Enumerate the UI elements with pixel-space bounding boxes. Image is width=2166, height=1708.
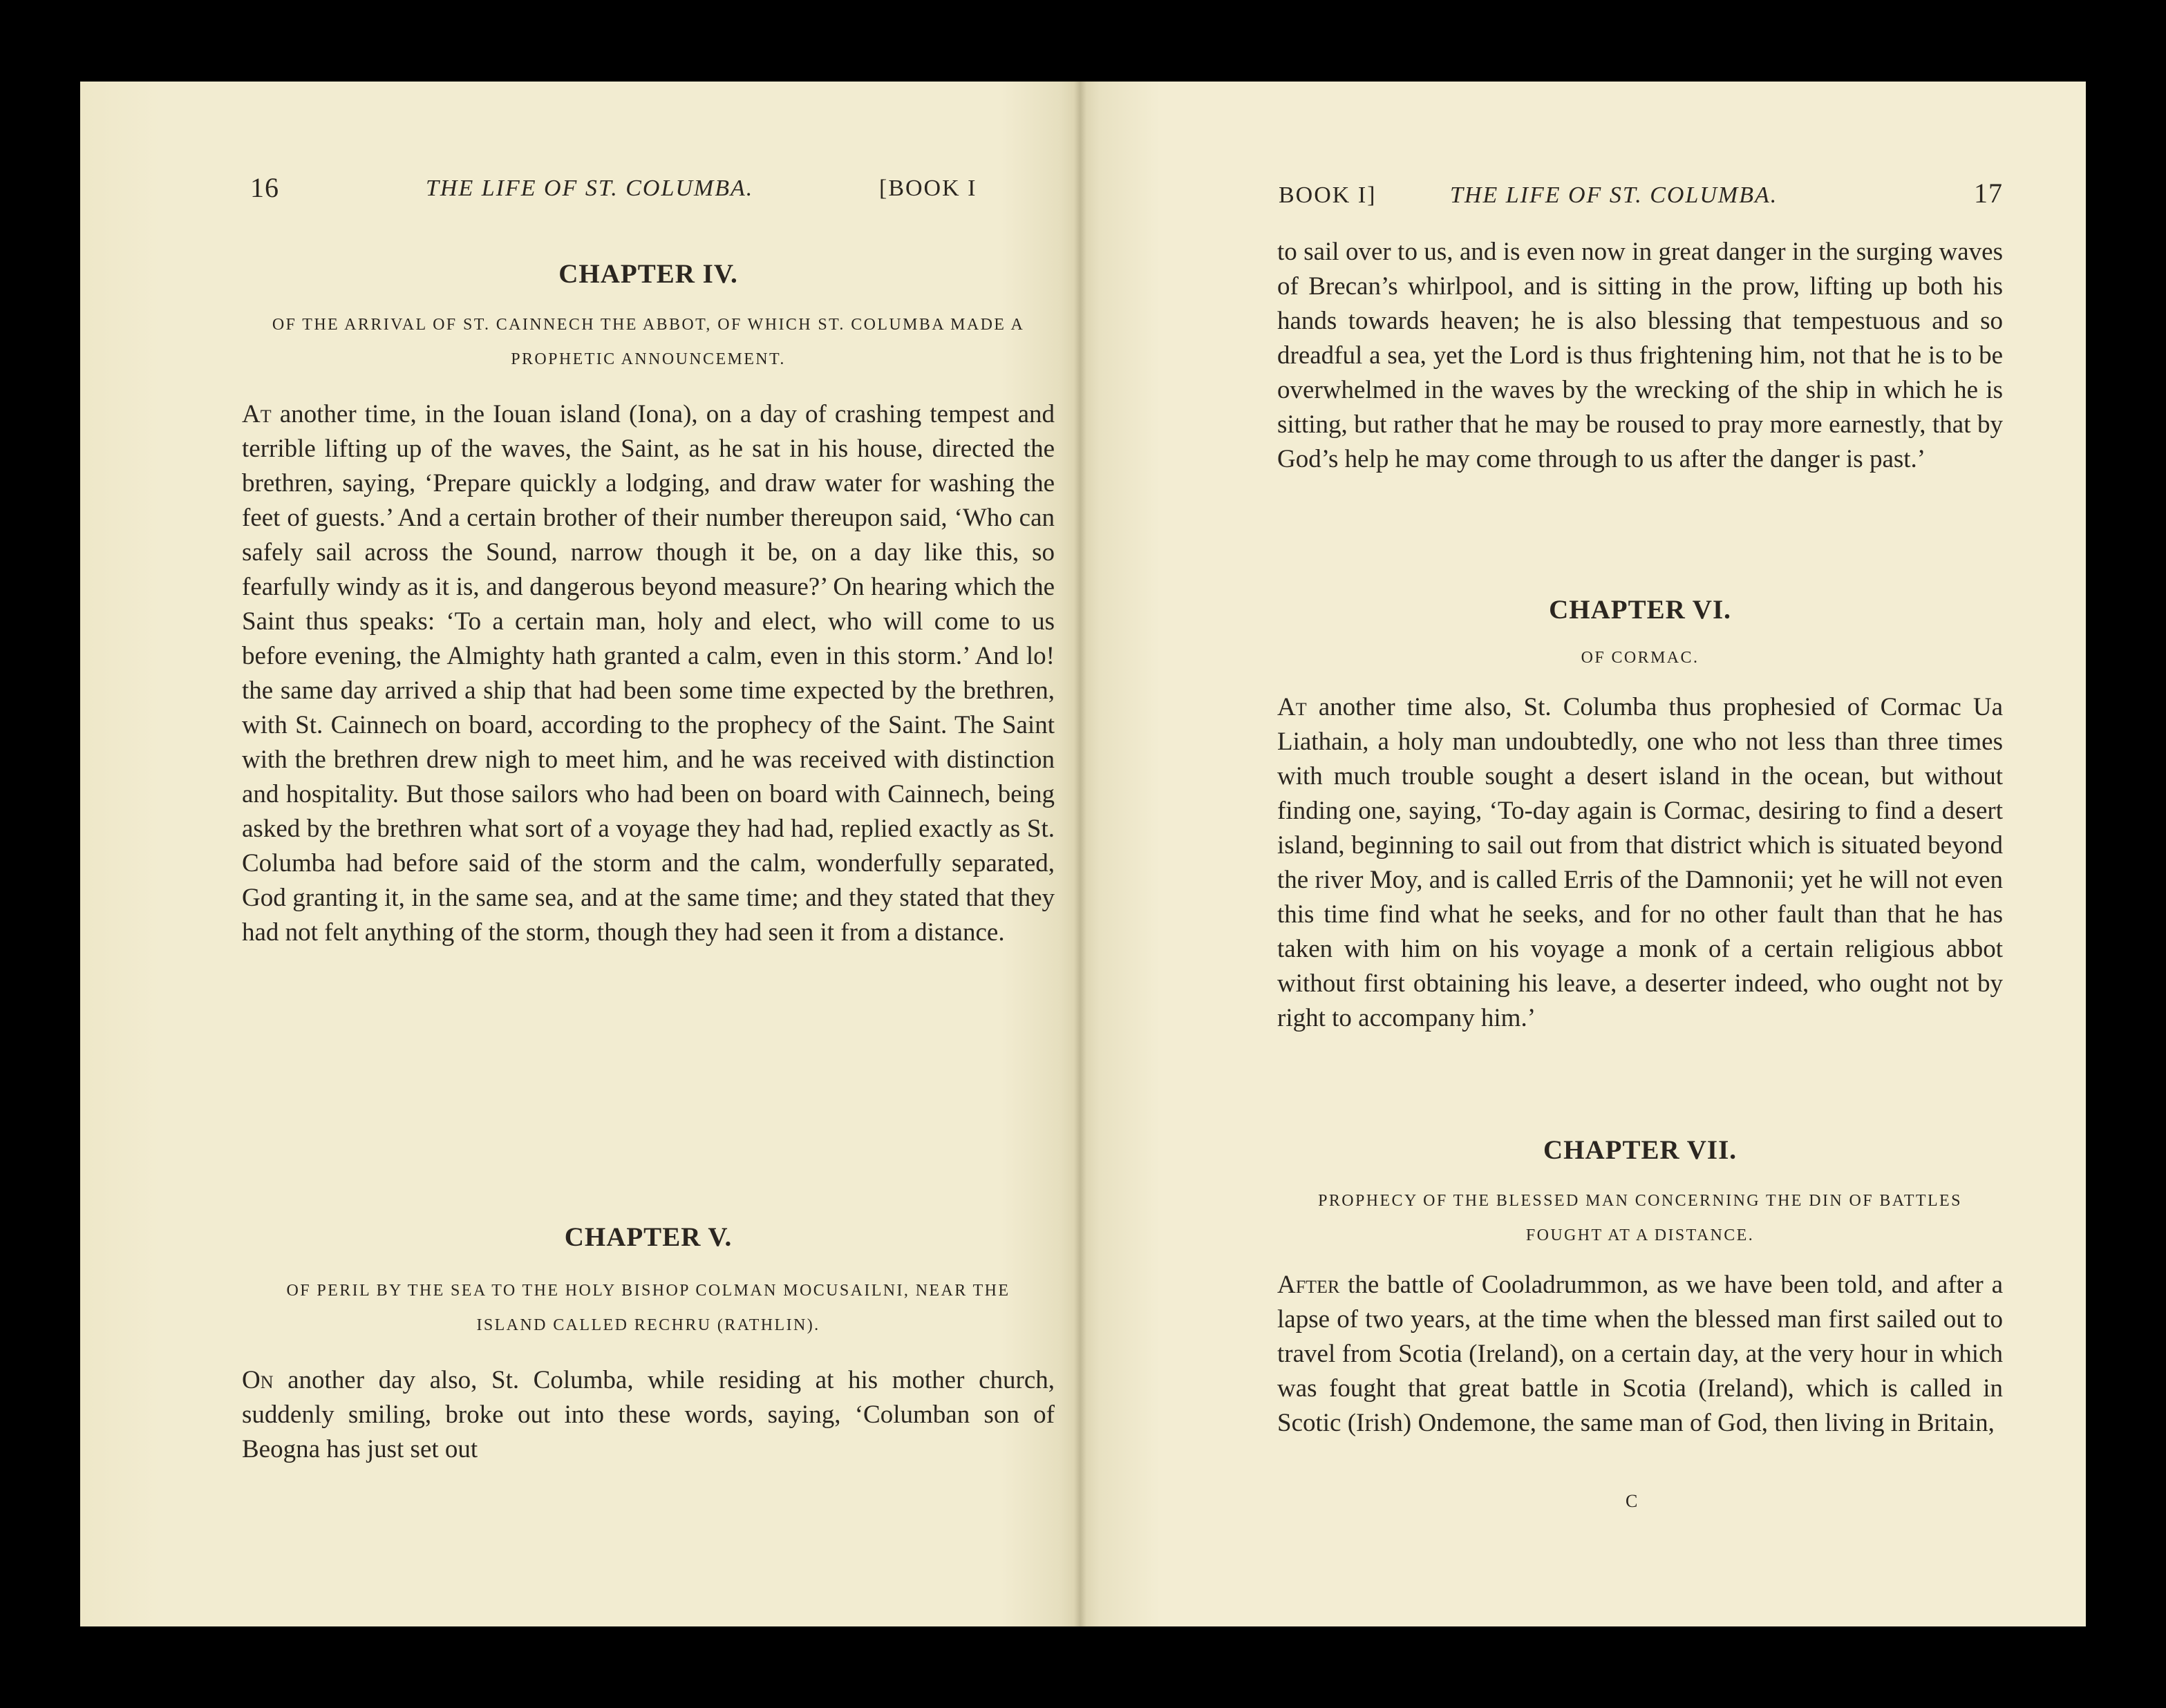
chapter-5	[242, 1222, 1055, 1467]
page-number-text: 17	[1974, 178, 2003, 209]
chapter-body	[1277, 1268, 2003, 1441]
chapter-subtitle: PROPHECY OF THE BLESSED MAN CONCERNING THE DIN OF BATTLES FOUGHT AT A DISTANCE.	[1318, 1192, 1962, 1244]
page-number-text: 16	[250, 172, 279, 203]
chapter-5-continuation	[1277, 235, 2003, 477]
chapter-body	[242, 1363, 1055, 1467]
body-text: another day also, St. Columba, while residing at his mother church, suddenly smiling, broke out into these words, saying, ‘Columban son of Beogna has just set out	[242, 1366, 1055, 1463]
running-title: THE LIFE OF ST. COLUMBA.	[1450, 182, 1778, 208]
right-page	[1080, 82, 2086, 1626]
body-text: another time, in the Iouan island (Iona), on a day of crashing tempest and terrible lifting up of the waves, the Saint, as he sat in his house, directed the brethren, saying, ‘Prepare quickly a lodging, and draw water for washing the feet of guests.’ And a certain brother of their number thereupon said, ‘Who can safely sail across the Sound, narrow though it be, on a day like this, so fearfully windy as it is, and dangerous beyond measure?’ On hearing which the Saint thus speaks: ‘To a certain man, holy and elect, who will come to us before evening, the Almighty hath granted a calm, even in this storm.’ And lo! the same day arrived a ship that had been some time expected by the brethren, with St. Cainnech on board, according to the prophecy of the Saint. The Saint with the brethren drew nigh to meet him, and he was received with distinction and hospitality. But those sailors who had been on board with Cainnech, being asked by the brethren what sort of a voyage they had had, replied exactly as St. Columba had before said of the storm and the calm, wonderfully separated, God granting it, in the same sea, and at the same time; and they stated that they had not felt anything of the storm, though they had seen it from a distance.	[242, 400, 1055, 947]
lead-word: At	[242, 400, 272, 428]
signature-mark: C	[1626, 1491, 1638, 1511]
body-text: another time also, St. Columba thus prophesied of Cormac Ua Liathain, a holy man undoubtedly, one who not less than three times with much trouble sought a desert island in the ocean, but without finding one, saying, ‘To-day again is Cormac, desiring to find a desert island, beginning to sail out from that district which is situated beyond the river Moy, and is called Erris of the Damnonii; yet he will not even this time find what he seeks, and for no other fault than that he has taken with him on his voyage a monk of a certain religious abbot without first obtaining his leave, a deserter indeed, who ought not by right to accompany him.’	[1277, 693, 2003, 1032]
chapter-body	[1277, 690, 2003, 1036]
chapter-4	[242, 258, 1055, 950]
page-number	[1974, 177, 2003, 209]
chapter-subtitle: OF CORMAC.	[1581, 649, 1699, 667]
continuation-text: to sail over to us, and is even now in great danger in the surging waves of Brecan’s whirlpool, and is sitting in the prow, lifting up both his hands towards heaven; he is also blessing that tempestuous and so dreadful a sea, yet the Lord is thus frightening him, not that he is to be overwhelmed in the waves by the wrecking of the ship in which he is sitting, but rather that he may be roused to pray more earnestly, that by God’s help he may come through to us after the danger is past.’	[1277, 238, 2003, 473]
chapter-body	[242, 397, 1055, 950]
running-book: [BOOK I	[879, 175, 977, 201]
book-gutter	[1074, 82, 1086, 1626]
chapter-6	[1277, 594, 2003, 1036]
running-book: BOOK I]	[1279, 182, 1377, 208]
page-number	[250, 171, 279, 204]
chapter-subtitle: OF PERIL BY THE SEA TO THE HOLY BISHOP COLMAN MOCUSAILNI, NEAR THE ISLAND CALLED RECHRU (RATHLIN).	[286, 1282, 1010, 1334]
chapter-heading: CHAPTER VII.	[1543, 1135, 1737, 1165]
book-spread	[80, 82, 2086, 1626]
lead-word: After	[1277, 1271, 1340, 1299]
left-page	[80, 82, 1080, 1626]
chapter-subtitle: OF THE ARRIVAL OF ST. CAINNECH THE ABBOT, OF WHICH ST. COLUMBA MADE A PROPHETIC ANNOUNCEMENT.	[272, 316, 1025, 368]
chapter-heading: CHAPTER V.	[564, 1222, 733, 1252]
lead-word: On	[242, 1366, 274, 1394]
lead-word: At	[1277, 693, 1307, 721]
chapter-7	[1277, 1135, 2003, 1441]
running-title: THE LIFE OF ST. COLUMBA.	[426, 175, 754, 201]
body-text: the battle of Cooladrummon, as we have been told, and after a lapse of two years, at the time when the blessed man first sailed out to travel from Scotia (Ireland), on a certain day, at the very hour in which was fought that great battle in Scotia (Ireland), which is called in Scotic (Irish) Ondemone, the same man of God, then living in Britain,	[1277, 1271, 2003, 1437]
chapter-heading: CHAPTER IV.	[558, 259, 738, 289]
chapter-heading: CHAPTER VI.	[1549, 595, 1731, 625]
